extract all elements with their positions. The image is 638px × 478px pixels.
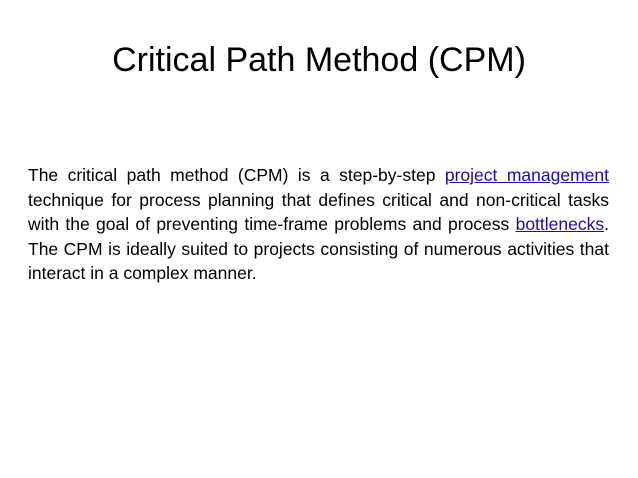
project-management-link[interactable]: project management: [444, 165, 609, 185]
slide-body-paragraph: [28, 163, 609, 286]
paragraph-text-part-3: . The CPM is ideally suited to projects consisting of numerous activities that interact in a complex manner.: [28, 214, 609, 283]
bottlenecks-link[interactable]: bottlenecks: [515, 214, 605, 234]
slide-title: Critical Path Method (CPM): [112, 41, 526, 79]
paragraph-text-part-1: The critical path method (CPM) is a step-by-step: [28, 165, 445, 185]
paragraph-text-part-2: technique for process planning that defines critical and non-critical tasks with the goal of preventing time-frame problems and process: [28, 189, 609, 234]
